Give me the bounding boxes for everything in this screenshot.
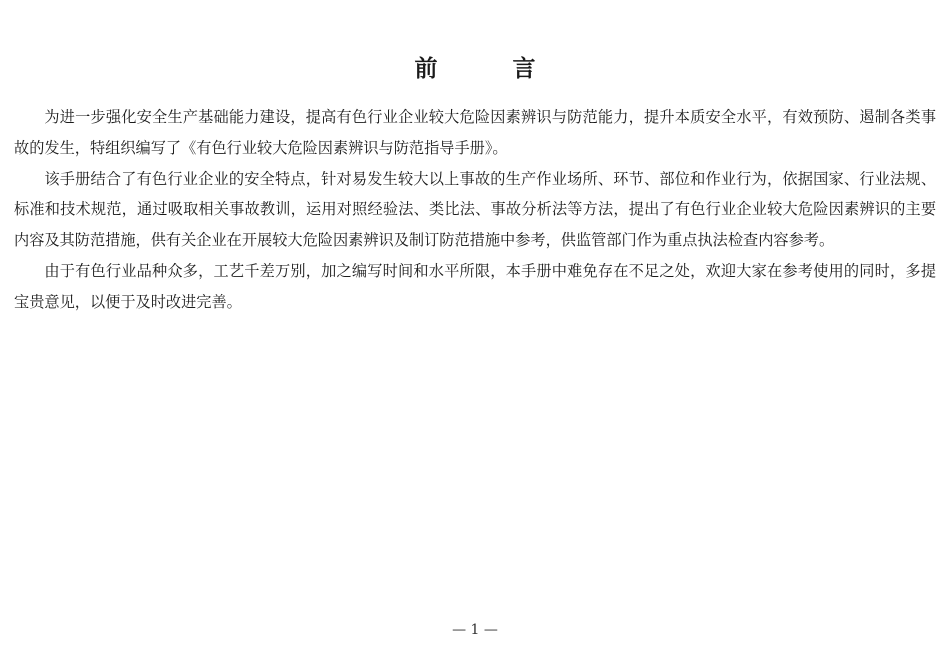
paragraph-2: 该手册结合了有色行业企业的安全特点，针对易发生较大以上事故的生产作业场所、环节、部位和作业行为，依据国家、行业法规、标准和技术规范，通过吸取相关事故教训，运用对照经验法、类比法、事故分析法等方法，提出了有色行业企业较大危险因素辨识的主要内容及其防范措施，供有关企业在开展较大危险因素辨识及制订防范措施中参考，供监管部门作为重点执法检查内容参考。 — [14, 169, 936, 250]
page-number: — 1 — — [452, 622, 498, 638]
paragraph-3: 由于有色行业品种众多，工艺千差万别，加之编写时间和水平所限，本手册中难免存在不足之处，欢迎大家在参考使用的同时，多提宝贵意见，以便于及时改进完善。 — [14, 261, 936, 311]
preface-body — [14, 102, 936, 318]
paragraph-1: 为进一步强化安全生产基础能力建设，提高有色行业企业较大危险因素辨识与防范能力，提升本质安全水平，有效预防、遏制各类事故的发生，特组织编写了《有色行业较大危险因素辨识与防范指导手册》。 — [14, 108, 936, 157]
page-title: 前 言 — [414, 55, 562, 82]
